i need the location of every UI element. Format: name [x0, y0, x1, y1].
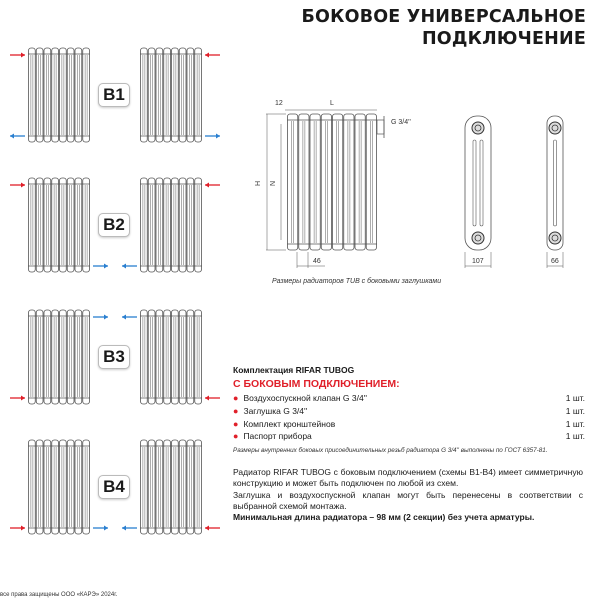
radiator-right — [140, 48, 220, 142]
kit-section — [233, 365, 585, 454]
description-min-length: Минимальная длина радиатора – 98 мм (2 секции) без учета арматуры. — [233, 512, 535, 523]
return-arrow-icon — [93, 264, 108, 269]
return-arrow-icon — [10, 134, 25, 139]
kit-item-name — [233, 393, 367, 403]
scheme-label: B2 — [98, 213, 130, 237]
dim-n: N — [270, 180, 278, 187]
dim-12: 12 — [275, 100, 283, 107]
kit-item — [233, 392, 585, 405]
return-arrow-icon — [122, 315, 137, 320]
dim-l: L — [330, 100, 334, 107]
supply-arrow-icon — [10, 526, 25, 531]
dim-107: 107 — [472, 258, 484, 265]
supply-arrow-icon — [205, 53, 220, 58]
kit-item-qty: 1 шт. — [565, 393, 585, 404]
kit-item-name — [233, 431, 312, 441]
supply-arrow-icon — [10, 53, 25, 58]
kit-heading: Комплектация RIFAR TUBOG — [233, 365, 355, 375]
description-paragraph: Радиатор RIFAR TUBOG с боковым подключением (схемы B1-B4) имеет симметричную конструкцию и может быть подключен по любой из схем. — [233, 467, 583, 489]
drawing-caption: Размеры радиаторов TUB с боковыми заглушками — [272, 278, 442, 285]
bullet-icon: ● — [233, 431, 239, 442]
radiator-left — [10, 440, 108, 534]
dim-h: H — [255, 180, 263, 187]
return-arrow-icon — [93, 315, 108, 320]
radiator-right — [122, 310, 220, 404]
supply-arrow-icon — [205, 526, 220, 531]
dim-46: 46 — [313, 258, 321, 265]
kit-item-label: Воздухоспускной клапан G 3/4'' — [243, 393, 367, 404]
description-paragraph: Заглушка и воздухоспускной клапан могут быть перенесены в соответствии с выбранной схемой монтажа. — [233, 489, 583, 511]
return-arrow-icon — [122, 526, 137, 531]
kit-item-qty: 1 шт. — [565, 406, 585, 417]
dim-thread: G 3/4'' — [391, 119, 411, 126]
side-view-narrow — [547, 116, 563, 268]
return-arrow-icon — [93, 526, 108, 531]
bullet-icon: ● — [233, 393, 239, 404]
kit-item — [233, 417, 585, 430]
bullet-icon: ● — [233, 418, 239, 429]
scheme-label: B4 — [98, 475, 130, 499]
scheme-label: B1 — [98, 83, 130, 107]
radiator-left — [10, 48, 90, 142]
return-arrow-icon — [205, 134, 220, 139]
supply-arrow-icon — [10, 183, 25, 188]
kit-item-qty: 1 шт. — [565, 431, 585, 442]
kit-item-label: Заглушка G 3/4'' — [243, 406, 308, 417]
title-line: ПОДКЛЮЧЕНИЕ — [421, 29, 586, 49]
technical-drawing — [266, 110, 563, 268]
kit-item-name — [233, 406, 307, 416]
kit-item-qty: 1 шт. — [565, 418, 585, 429]
radiator-right — [122, 440, 220, 534]
side-view-front — [465, 116, 491, 268]
supply-arrow-icon — [205, 183, 220, 188]
kit-note: Размеры внутренних боковых присоединительных резьб радиатора G 3/4'' выполнены по ГОСТ 6357-81. — [233, 446, 548, 454]
scheme-label: B3 — [98, 345, 130, 369]
bullet-icon: ● — [233, 406, 239, 417]
radiator-left — [10, 178, 108, 272]
dim-66: 66 — [551, 258, 559, 265]
description — [233, 467, 583, 523]
kit-item — [233, 405, 585, 418]
kit-item-label: Паспорт прибора — [243, 431, 312, 442]
radiator-right — [122, 178, 220, 272]
kit-item-label: Комплект кронштейнов — [243, 418, 336, 429]
kit-item — [233, 430, 585, 443]
radiator-left — [10, 310, 108, 404]
title-line: БОКОВОЕ УНИВЕРСАЛЬНОЕ — [301, 7, 586, 27]
kit-item-name — [233, 419, 335, 429]
return-arrow-icon — [122, 264, 137, 269]
copyright-footer: все права защищены ООО «КАРЭ» 2024г. — [0, 592, 118, 598]
supply-arrow-icon — [10, 396, 25, 401]
kit-subheading: С БОКОВЫМ ПОДКЛЮЧЕНИЕМ: — [233, 378, 400, 390]
supply-arrow-icon — [205, 396, 220, 401]
